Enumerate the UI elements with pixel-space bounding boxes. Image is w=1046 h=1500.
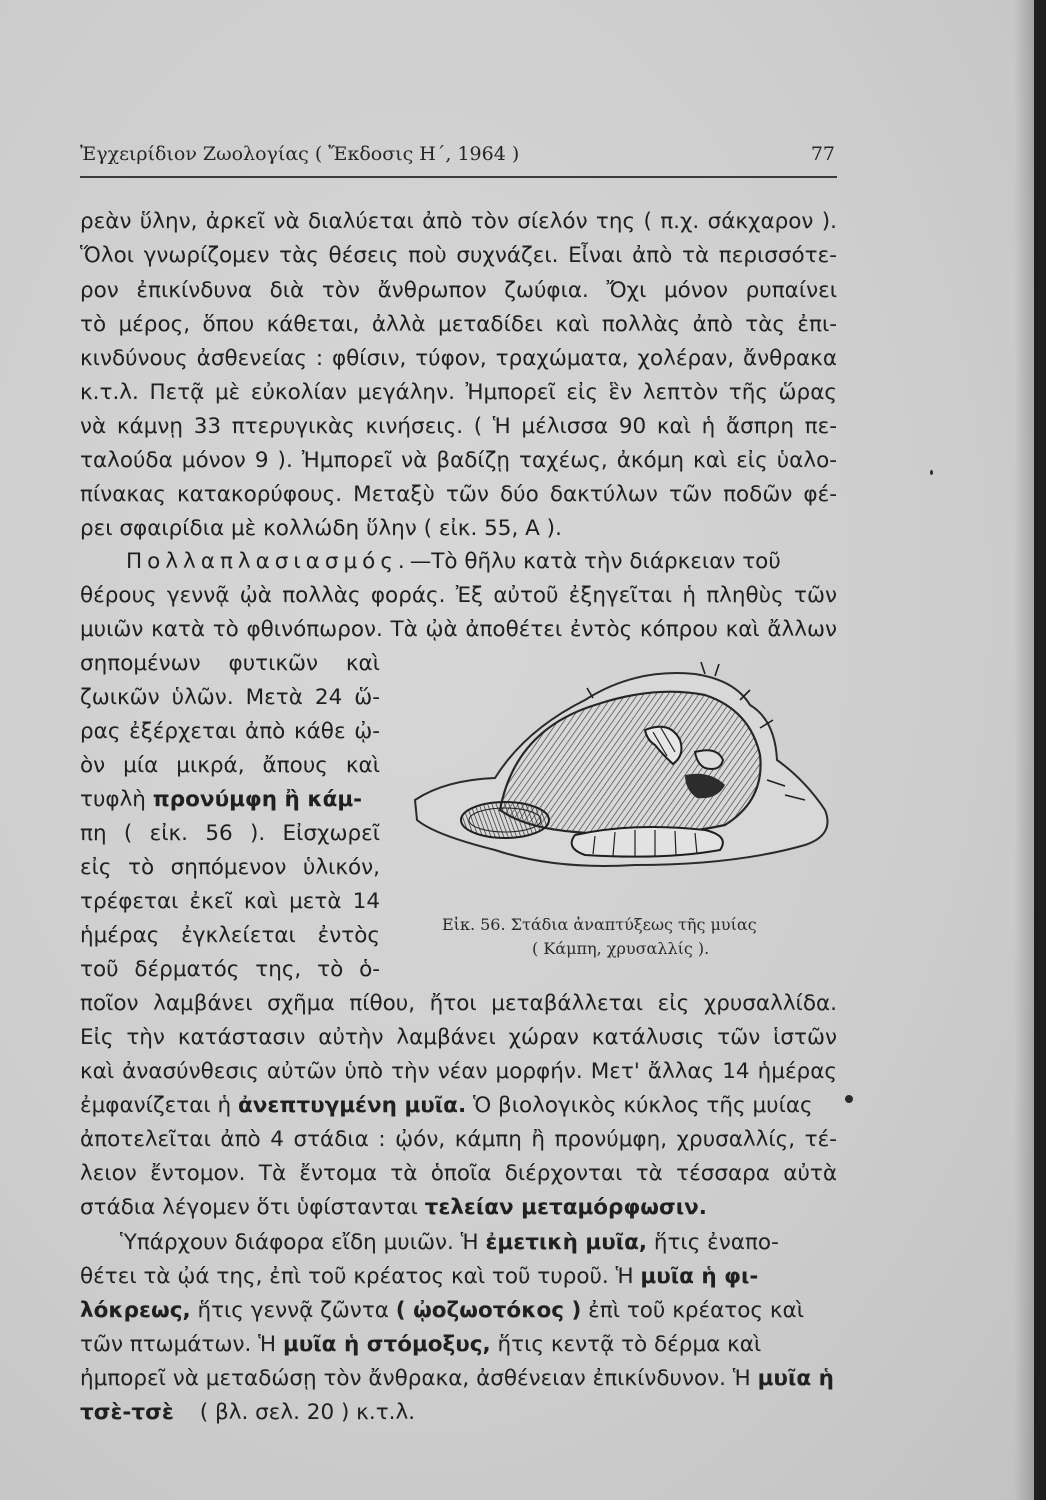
text-line: πη ( εἰκ. 56 ). Εἰσχωρεῖ	[80, 821, 380, 846]
page-number: 77	[810, 143, 835, 165]
text-line: κινδύνους ἀσθενείας : φθίσιν, τύφον, τραχώματα, χολέραν, ἄνθρακα	[80, 346, 837, 371]
text-line: ἡμέρας ἐγκλείεται ἐντὸς	[80, 923, 380, 948]
text-span: θέτει τὰ ᾠά της, ἐπὶ τοῦ κρέατος καὶ τοῦ τυροῦ. Ἡ	[80, 1264, 641, 1289]
print-speck	[845, 1095, 853, 1103]
text-span: ἥτις κεντᾷ τὸ δέρμα καὶ	[490, 1332, 762, 1357]
bold-term: λόκρεως,	[80, 1298, 191, 1323]
text-line: εἰς τὸ σηπόμενον ὑλικόν,	[80, 855, 380, 880]
fly-larva-pupa-illustration	[405, 660, 845, 900]
text-line: λειον ἔντομον. Τὰ ἔντομα τὰ ὁποῖα διέρχονται τὰ τέσσαρα αὐτὰ	[80, 1161, 837, 1186]
text-span: τυφλὴ	[80, 787, 153, 812]
text-line: ἀποτελεῖται ἀπὸ 4 στάδια : ᾠόν, κάμπη ἢ προνύμφη, χρυσαλλίς, τέ-	[80, 1127, 837, 1152]
text-line: νὰ κάμνῃ 33 πτερυγικὰς κινήσεις. ( Ἡ μέλισσα 90 καὶ ἡ ἄσπρη πε-	[80, 414, 837, 439]
text-span: Ὑπάρχουν διάφορα εἴδη μυιῶν. Ἡ	[120, 1230, 486, 1255]
caption-line: Εἰκ. 56. Στάδια ἀναπτύξεως τῆς μυίας	[442, 915, 757, 934]
text-line: ρει σφαιρίδια μὲ κολλώδη ὕλην ( εἰκ. 55, Α ).	[80, 516, 562, 541]
page-edge-shadow	[1014, 0, 1034, 1500]
text-span: ἥτις γεννᾷ ζῶντα	[190, 1298, 396, 1323]
caption-line: ( Κάμπη, χρυσαλλίς ).	[532, 939, 710, 958]
bold-term: μυῖα ἡ φι-	[640, 1264, 759, 1289]
text-line: πίνακας κατακορύφους. Μεταξὺ τῶν δύο δακτύλων τῶν ποδῶν φέ-	[80, 482, 837, 507]
text-span: ἥτις ἐναπο-	[647, 1230, 779, 1255]
text-line	[120, 1227, 779, 1259]
text-span: ἐπὶ τοῦ κρέατος καὶ	[581, 1298, 804, 1323]
header-rule	[80, 176, 837, 178]
text-line: θέρους γεννᾷ ᾠὰ πολλὰς φοράς. Ἐξ αὐτοῦ ἐξηγεῖται ἡ πληθὺς τῶν	[80, 583, 837, 608]
text-line: μυιῶν κατὰ τὸ φθινόπωρον. Τὰ ᾠὰ ἀποθέτει ἐντὸς κόπρου καὶ ἄλλων	[80, 617, 837, 642]
text-line: τοῦ δέρματός της, τὸ ὁ-	[80, 957, 380, 982]
text-line: τὸ μέρος, ὅπου κάθεται, ἀλλὰ μεταδίδει καὶ πολλὰς ἀπὸ τὰς ἐπι-	[80, 312, 837, 337]
bold-term: ἐμετικὴ μυῖα,	[485, 1230, 648, 1255]
text-line: καὶ ἀνασύνθεσις αὐτῶν ὑπὸ τὴν νέαν μορφήν. Μετ' ἄλλας 14 ἡμέρας	[80, 1059, 837, 1084]
text-line: Ὅλοι γνωρίζομεν τὰς θέσεις ποὺ συχνάζει. Εἶναι ἀπὸ τὰ περισσότε-	[80, 243, 837, 268]
text-line: ζωικῶν ὑλῶν. Μετὰ 24 ὥ-	[80, 685, 380, 710]
text-line: Εἰς τὴν κατάστασιν αὐτὴν λαμβάνει χώραν κατάλυσις τῶν ἱστῶν	[80, 1025, 837, 1050]
text-span: στάδια λέγομεν ὅτι ὑφίστανται	[80, 1195, 425, 1220]
text-span: ἐμφανίζεται ἡ	[80, 1093, 238, 1118]
bold-term: μυῖα ἡ στόμοξυς,	[282, 1332, 491, 1357]
bold-term: ( ᾠοζωοτόκος )	[395, 1298, 582, 1323]
text-line: ρεὰν ὕλην, ἀρκεῖ νὰ διαλύεται ἀπὸ τὸν σίελόν της ( π.χ. σάκχαρον ).	[80, 209, 837, 234]
text-line	[80, 1192, 707, 1224]
text-line: ποῖον λαμβάνει σχῆμα πίθου, ἤτοι μεταβάλλεται εἰς χρυσαλλίδα.	[80, 991, 837, 1016]
text-span: ( βλ. σελ. 20 ) κ.τ.λ.	[199, 1400, 416, 1425]
text-line	[80, 1295, 804, 1327]
print-speck	[930, 470, 933, 475]
text-line: ταλούδα μόνον 9 ). Ἠμπορεῖ νὰ βαδίζῃ ταχέως, ἀκόμη καὶ εἰς ὑαλο-	[80, 448, 837, 473]
text-line	[80, 1090, 813, 1122]
text-line	[80, 1329, 761, 1361]
figure-caption	[440, 913, 820, 961]
section-first-line	[126, 546, 837, 578]
text-span: τῶν πτωμάτων. Ἡ	[80, 1332, 283, 1357]
text-line: κ.τ.λ. Πετᾷ μὲ εὐκολίαν μεγάλην. Ἠμπορεῖ εἰς ἓν λεπτὸν τῆς ὥρας	[80, 380, 837, 405]
section-first-text: —Τὸ θῆλυ κατὰ τὴν διάρκειαν τοῦ	[409, 549, 781, 574]
bold-term: προνύμφη ἢ κάμ-	[152, 787, 363, 812]
bold-term: ἀνεπτυγμένη μυῖα.	[237, 1093, 467, 1118]
section-heading: Πολλαπλασιασμός.	[126, 549, 410, 574]
text-line: σηπομένων φυτικῶν καὶ	[80, 651, 380, 676]
running-title: Ἐγχειρίδιον Ζωολογίας ( Ἔκδοσις Η΄, 1964 )	[80, 143, 520, 165]
text-line	[80, 1397, 415, 1429]
text-line	[80, 1261, 758, 1293]
text-span: ἠμπορεῖ νὰ μεταδώσῃ τὸν ἄνθρακα, ἀσθένειαν ἐπικίνδυνον. Ἡ	[80, 1366, 758, 1391]
bold-term: τελείαν μεταμόρφωσιν.	[424, 1195, 707, 1220]
bold-term: τσὲ-τσὲ	[80, 1400, 174, 1425]
text-span: Ὁ βιολογικὸς κύκλος τῆς μυίας	[466, 1093, 813, 1118]
text-line	[80, 1363, 834, 1395]
bold-term: μυῖα ἡ	[757, 1366, 834, 1391]
text-line: ρας ἐξέρχεται ἀπὸ κάθε ᾠ-	[80, 719, 380, 744]
text-line: τρέφεται ἐκεῖ καὶ μετὰ 14	[80, 889, 380, 914]
running-header	[80, 143, 835, 173]
text-line	[80, 784, 362, 816]
text-line: ὸν μία μικρά, ἄπους καὶ	[80, 753, 380, 778]
text-line: ρον ἐπικίνδυνα διὰ τὸν ἄνθρωπον ζωύφια. Ὄχι μόνον ρυπαίνει	[80, 278, 837, 303]
